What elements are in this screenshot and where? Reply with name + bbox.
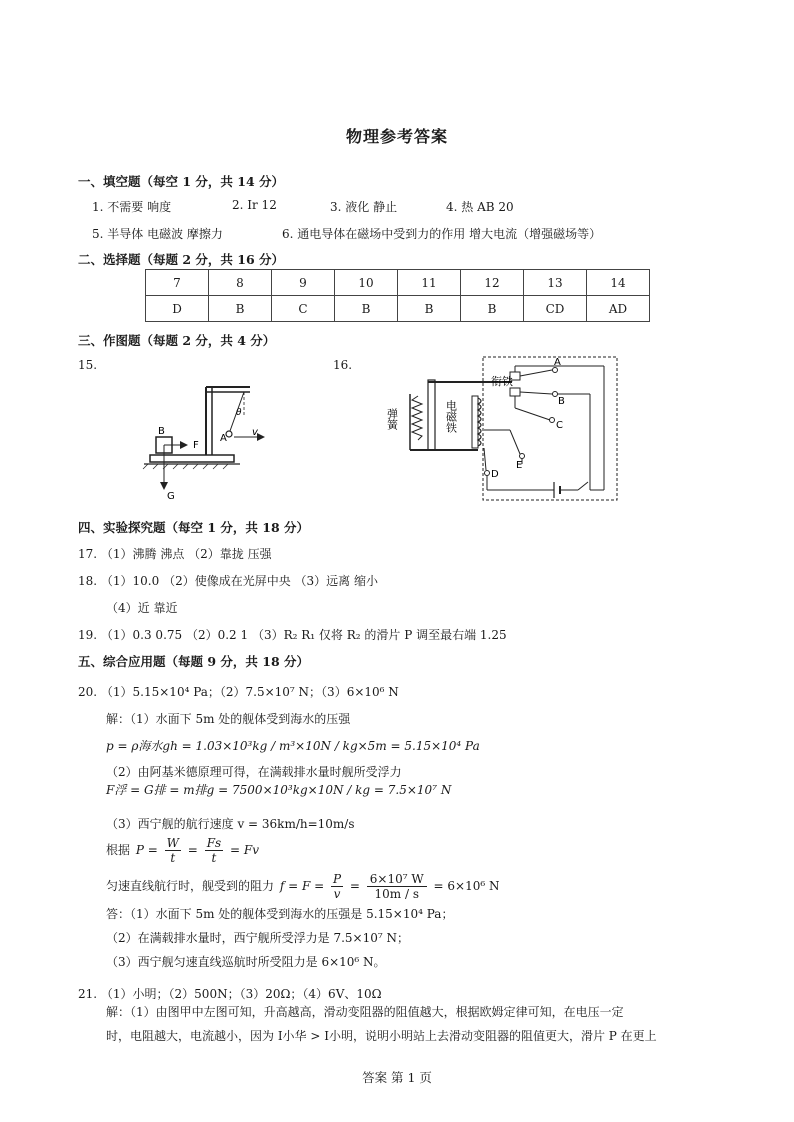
solution-20-line: 解：（1）水面下 5m 处的舰体受到海水的压强 [106, 712, 351, 726]
answer-1: 1. 不需要 响度 [92, 200, 172, 214]
figure-15-force-diagram [140, 375, 270, 505]
label-B: B [558, 396, 565, 407]
fraction-w-over-t [165, 836, 181, 865]
table-cell: 12 [461, 270, 524, 296]
section-1-heading: 一、填空题（每空 1 分，共 14 分） [78, 174, 285, 189]
page-title: 物理参考答案 [345, 127, 448, 146]
fraction-fs-over-t [205, 836, 223, 865]
fraction-numerator: P [333, 872, 342, 886]
table-cell: 14 [587, 270, 650, 296]
table-cell: B [398, 296, 461, 322]
fraction-denominator: t [211, 851, 217, 865]
table-cell: D [146, 296, 209, 322]
formula-prefix: 匀速直线航行时，舰受到的阻力 [106, 879, 275, 893]
answer-3: 3. 液化 静止 [330, 200, 398, 214]
answer-6: 6. 通电导体在磁场中受到力的作用 增大电流（增强磁场等） [282, 227, 602, 241]
label-theta: θ [236, 408, 242, 418]
formula-prefix: 根据 [106, 843, 131, 857]
answer-19: 19. （1）0.3 0.75 （2）0.2 1 （3）R₂ R₁ 仅将 R₂ 的滑片 P 调至最右端 1.25 [78, 628, 507, 642]
fraction-denominator: v [333, 887, 341, 901]
label-G: G [167, 491, 175, 502]
solution-20-line: （3）西宁舰匀速直线巡航时所受阻力是 6×10⁶ N。 [106, 955, 386, 969]
fraction-denominator: 10m / s [374, 887, 419, 901]
label-E: E [516, 460, 523, 471]
formula-text: = [349, 879, 360, 893]
table-row-answers [146, 296, 650, 322]
table-cell: B [335, 296, 398, 322]
section-2-heading: 二、选择题（每题 2 分，共 16 分） [78, 252, 285, 267]
choice-answer-table [145, 269, 650, 322]
fraction-denominator: t [170, 851, 176, 865]
table-cell: 10 [335, 270, 398, 296]
label-D: D [491, 469, 499, 480]
page-footer: 答案 第 1 页 [362, 1070, 432, 1085]
table-cell: B [209, 296, 272, 322]
solution-20-line: F浮 = G排 = m排g = 7500×10³kg×10N / kg = 7.5×10⁷ N [106, 783, 452, 797]
section-3-heading: 三、作图题（每题 2 分，共 4 分） [78, 333, 276, 348]
table-cell: 13 [524, 270, 587, 296]
label-armature: 衔铁 [491, 375, 513, 388]
question-16-label: 16. [333, 358, 353, 372]
formula-power [106, 836, 259, 865]
formula-resistance [106, 872, 500, 901]
label-v: v [252, 427, 258, 438]
formula-text: P = [135, 843, 158, 857]
formula-text: = Fv [230, 843, 259, 857]
table-cell: C [272, 296, 335, 322]
answer-18: 18. （1）10.0 （2）使像成在光屏中央 （3）远离 缩小 [78, 574, 378, 588]
answer-17: 17. （1）沸腾 沸点 （2）靠拢 压强 [78, 547, 272, 561]
solution-21-line: 解：（1）由图甲中左图可知，升高越高，滑动变阻器的阻值越大，根据欧姆定律可知，在电压一定 [106, 1005, 624, 1019]
solution-21-line: 时，电阻越大，电流越小，因为 I小华 > I小明，说明小明站上去滑动变阻器的阻值更大，滑片 P 在更上 [106, 1029, 657, 1043]
label-C: C [556, 420, 563, 431]
table-cell: 7 [146, 270, 209, 296]
answer-21-summary: 21. （1）小明；（2）500N；（3）20Ω；（4）6V、10Ω [78, 987, 382, 1001]
answer-4: 4. 热 AB 20 [446, 200, 514, 214]
solution-20-line: （2）由阿基米德原理可得，在满载排水量时舰所受浮力 [106, 765, 402, 779]
formula-text: f = F = [279, 879, 325, 893]
table-cell: 11 [398, 270, 461, 296]
fraction-values [367, 872, 427, 901]
label-A: A [554, 357, 561, 368]
fraction-numerator: 6×10⁷ W [367, 872, 427, 887]
solution-20-line: 答：（1）水面下 5m 处的舰体受到海水的压强是 5.15×10⁴ Pa； [106, 907, 454, 921]
label-B: B [158, 426, 165, 437]
fraction-numerator: Fs [206, 836, 222, 850]
label-F: F [193, 440, 199, 451]
answer-20-summary: 20. （1）5.15×10⁴ Pa；（2）7.5×10⁷ N；（3）6×10⁶ N [78, 685, 399, 699]
formula-text: = [187, 843, 198, 857]
answer-2: 2. Ir 12 [232, 198, 277, 212]
solution-20-line: （2）在满载排水量时，西宁舰所受浮力是 7.5×10⁷ N； [106, 931, 409, 945]
fraction-p-over-v [331, 872, 343, 901]
answer-5: 5. 半导体 电磁波 摩擦力 [92, 227, 223, 241]
table-cell: B [461, 296, 524, 322]
table-cell: 8 [209, 270, 272, 296]
formula-text: = 6×10⁶ N [433, 879, 500, 893]
table-cell: 9 [272, 270, 335, 296]
section-5-heading: 五、综合应用题（每题 9 分，共 18 分） [78, 654, 310, 669]
label-A: A [220, 433, 227, 444]
figure-16-relay-circuit [385, 352, 622, 504]
section-4-heading: 四、实验探究题（每空 1 分，共 18 分） [78, 520, 310, 535]
label-electromagnet: 电磁铁 [444, 400, 458, 433]
table-cell: CD [524, 296, 587, 322]
solution-20-line: p = ρ海水gh = 1.03×10³kg / m³×10N / kg×5m = 5.15×10⁴ Pa [106, 739, 480, 753]
label-spring: 弹簧 [385, 408, 399, 430]
table-cell: AD [587, 296, 650, 322]
fraction-numerator: W [166, 836, 179, 850]
table-row-numbers [146, 270, 650, 296]
question-15-label: 15. [78, 358, 98, 372]
answer-18-part-4: （4）近 靠近 [106, 601, 178, 615]
solution-20-line: （3）西宁舰的航行速度 v = 36km/h=10m/s [106, 817, 355, 831]
